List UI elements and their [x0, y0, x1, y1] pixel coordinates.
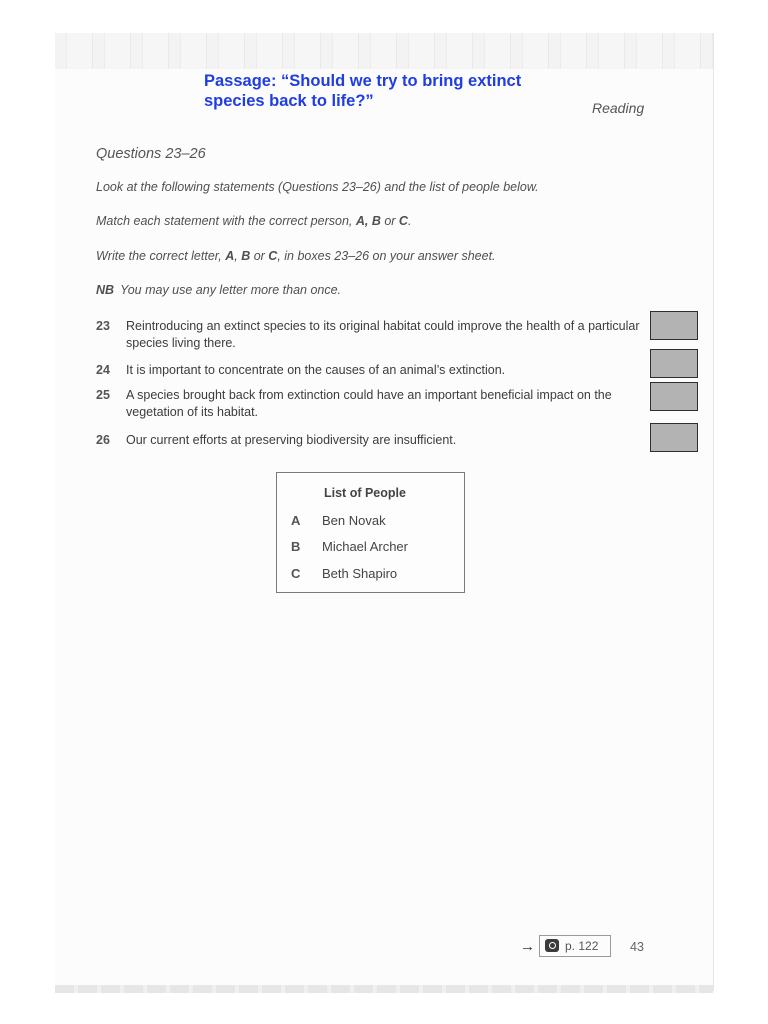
passage-title-line-1: Passage: “Should we try to bring extinct — [204, 72, 522, 90]
nb-label: NB — [96, 283, 115, 297]
question-text: It is important to concentrate on the causes of an animal’s extinction. — [126, 363, 506, 377]
reference-book-icon — [545, 939, 559, 952]
question-23 — [96, 318, 656, 352]
person-item — [291, 539, 408, 554]
scan-edge-top — [55, 33, 713, 69]
instruction-2-or: or — [380, 214, 399, 228]
question-number: 25 — [96, 388, 110, 402]
passage-title — [204, 71, 584, 111]
instruction-3-letter-c: C — [268, 249, 278, 263]
instruction-3-or: or — [250, 249, 269, 263]
instruction-2-end: . — [407, 214, 412, 228]
page-reference-text: p. 122 — [565, 939, 599, 953]
instruction-line-1: Look at the following statements (Questions 23–26) and the list of people below. — [96, 180, 539, 194]
answer-box-24[interactable] — [650, 349, 698, 378]
arrow-right-icon: → — [520, 938, 535, 955]
question-number: 24 — [96, 363, 110, 377]
person-name: Beth Shapiro — [322, 566, 398, 581]
people-list-title: List of People — [324, 486, 406, 500]
question-text: A species brought back from extinction could have an important beneficial impact on the vegetation of its habitat. — [126, 388, 612, 419]
page-number: 43 — [630, 940, 644, 954]
question-26 — [96, 432, 656, 449]
instruction-3-end: , in boxes 23–26 on your answer sheet. — [277, 249, 496, 263]
instruction-line-2 — [96, 214, 411, 228]
questions-heading: Questions 23–26 — [96, 146, 206, 162]
person-item — [291, 566, 397, 581]
question-text: Reintroducing an extinct species to its original habitat could improve the health of a particular species living there. — [126, 319, 640, 350]
nb-note — [96, 283, 341, 297]
instruction-3-sep: , — [234, 249, 242, 263]
person-name: Ben Novak — [322, 513, 386, 528]
question-24 — [96, 362, 656, 379]
people-list-box — [276, 472, 465, 593]
person-letter: A — [291, 513, 301, 528]
person-name: Michael Archer — [322, 539, 408, 554]
section-label: Reading — [592, 100, 645, 116]
question-number: 26 — [96, 433, 110, 447]
instruction-line-3 — [96, 249, 496, 263]
answer-box-25[interactable] — [650, 382, 698, 411]
answer-box-23[interactable] — [650, 311, 698, 340]
instruction-3-letter-a: A — [225, 249, 235, 263]
question-25 — [96, 387, 656, 421]
instruction-3-text: Write the correct letter, — [96, 249, 226, 263]
page-reference-link[interactable] — [539, 935, 611, 957]
instruction-2-letter-c: C — [398, 214, 408, 228]
question-text: Our current efforts at preserving biodiversity are insufficient. — [126, 433, 457, 447]
person-item — [291, 513, 386, 528]
question-number: 23 — [96, 319, 110, 333]
person-letter: C — [291, 566, 301, 581]
scan-edge-bottom — [55, 985, 713, 993]
instruction-2-letters: A, B — [355, 214, 381, 228]
nb-text: You may use any letter more than once. — [120, 283, 342, 297]
passage-title-line-2: species back to life?” — [204, 92, 374, 110]
person-letter: B — [291, 539, 301, 554]
answer-box-26[interactable] — [650, 423, 698, 452]
instruction-3-letter-b: B — [241, 249, 251, 263]
instruction-2-text: Match each statement with the correct person, — [96, 214, 356, 228]
